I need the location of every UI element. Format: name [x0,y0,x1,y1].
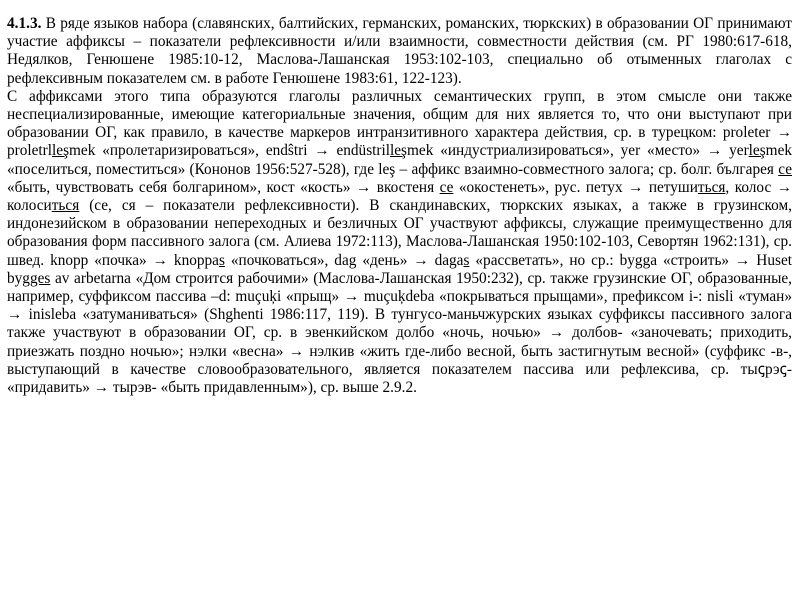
body-text: (се, ся – показатели рефлексивности). В скандинавских, тюркских языках, а также в грузинском, индонезийском в образовании непереходных и безличных ОГ участвуют аффиксы, служащие преимущественно для образования форм пассивного залога (см. Алиева 1972:113), Маслова-Лашанская 1950:102-103, Севортян 1962:131), ср. швед. knopp «почка» → knoppa [7,197,792,269]
underlined-affix: ться [697,178,726,196]
body-text: «быть, чувствовать себя болгарином», кост «кость» → вкостеня [7,178,440,196]
body-text: mek «поселиться, поместиться» (Кононов 1956:527-528), где leş – аффикс взаимно-совместного залога; ср. болг. българея [7,142,793,178]
body-text: av arbetarna «Дом строится рабочими» (Маслова-Лашанская 1950:232), ср. также грузинские ОГ, образованные, например, суффиксом пассива –d: muçuķi «прыщ» → muçuķdeba «покрываться прыщами», префиксом i-: nisli «туман» → inisleba «затуманиваться» (Shghenti 1986:117, 119). В тунгусо-маньчжурских языках суффиксы пассивного залога также участвуют в образовании ОГ, ср. в эвенкийском долбо «ночь, ночью» → долбов- «заночевать; приходить, приезжать поздно ночью»; нэлки «весна» → нэлкив «жить где-либо весной, быть застигнутым весной» (суффикс -в-, выступающий в качестве словообразовательного, является показателем пассива или рефлексива, ср. тыꞔрэꞔ- «придавить» → тырэв- «быть придавленным»), ср. выше 2.9.2. [7,269,792,397]
body-text: «окостенеть», рус. петух → петуши [453,178,698,196]
underlined-affix: s [463,251,470,269]
body-text: mek «индустриализироваться», yer «место» → yer [407,142,749,160]
body-text: «рассветать», но ср.: by [469,251,635,269]
underlined-affix: gg [634,251,651,269]
body-text: С аффиксами этого типа образуются глаголы различных семантических групп, в этом смысле они также неспециализированные, имеющие категориальные значения, общим для них является то, что они выступают при образовании ОГ, как правило, в качестве маркеров интранзитивного характера действия, ср. в турецком: proleter → proletrl [7,87,792,160]
underlined-affix: leş [390,142,408,160]
body-text: a «строить» → Huset byg [7,251,792,287]
body-text: , колос → колоси [7,178,793,215]
paragraph-intro [7,15,792,88]
paragraph-body [7,88,792,397]
underlined-affix: s [218,251,225,269]
body-text: «почковаться», dag «день» → daga [224,251,464,269]
underlined-affix: ться [51,197,80,215]
underlined-affix: ges [29,269,51,287]
intro-text: В ряде языков набора (славянских, балтийских, германских, романских, тюркских) в образовании ОГ принимают участие аффиксы – показатели рефлексивности и/или взаимности, совместности действия (см. РГ 1980:617-618, Недялков, Генюшене 1985:10-12, Маслова-Лашанская 1953:102-103, специально об отыменных глаголах с рефлексивным показателем см. в работе Генюшене 1983:61, 122-123). [7,15,792,87]
underlined-affix: leş [748,142,766,160]
underlined-affix: се [778,160,792,178]
body-text: mek «пролетаризироваться», endŝtri → endüstril [69,142,391,160]
section-number: 4.1.3. [7,15,42,32]
underlined-affix: се [439,178,454,196]
underlined-affix: leş [52,142,70,160]
